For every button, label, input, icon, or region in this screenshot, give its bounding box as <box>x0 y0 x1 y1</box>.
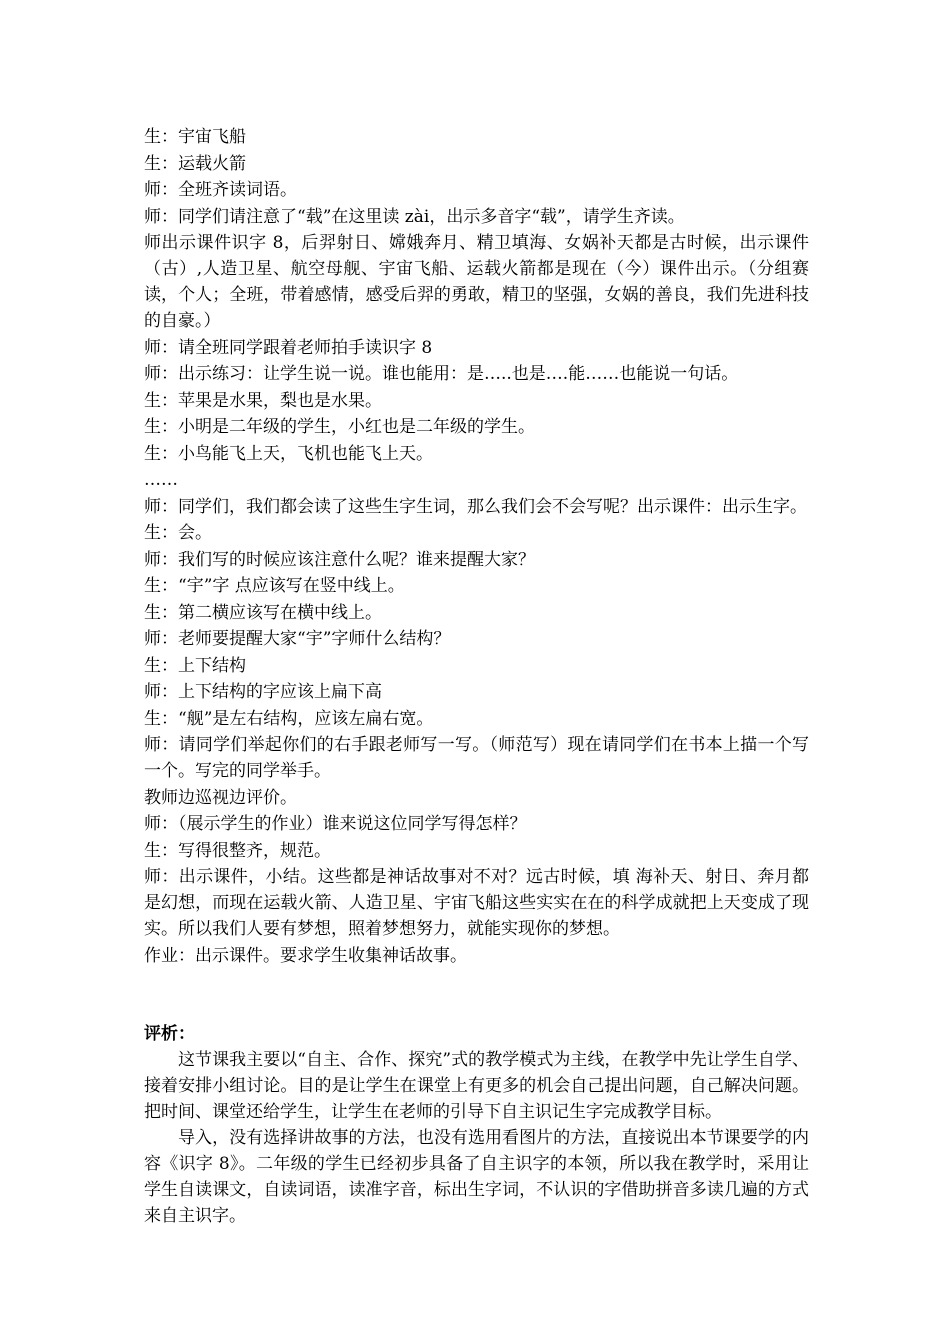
homework-line: 作业：出示课件。要求学生收集神话故事。 <box>144 945 467 966</box>
dialogue-line: 师：请同学们举起你们的右手跟老师写一写。（师范写）现在请同学们在书本上描一个写一个。写完的同学举手。 <box>144 735 809 781</box>
dialogue-line: 生：运载火箭 <box>144 153 246 174</box>
dialogue-line: 师：全班齐读词语。 <box>144 180 297 200</box>
dialogue-line: 生：苹果是水果，梨也是水果。 <box>144 390 382 411</box>
dialogue-line: 师：同学们请注意了“载”在这里读 zài，出示多音字“载”，请学生齐读。 <box>144 206 685 227</box>
dialogue-line: 生：写得很整齐，规范。 <box>144 840 331 861</box>
dialogue-line: 生：第二横应该写在横中线上。 <box>144 602 382 623</box>
dialogue-line: 师出示课件识字 8，后羿射日、嫦娥奔月、精卫填海、女娲补天都是古时候，出示课件（古）,人造卫星、航空母舰、宇宙飞船、运载火箭都是现在（今）课件出示。（分组赛读，个人；全班，带着感情，感受后羿的勇敢，精卫的坚强，女娲的善良，我们先进科技的自豪。） <box>144 233 809 331</box>
dialogue-line: 师：出示练习：让学生说一说。谁也能用：是…..也是….能……也能说一句话。 <box>144 364 739 384</box>
dialogue-line: 教师边巡视边评价。 <box>144 787 297 808</box>
dialogue-line: 生：宇宙飞船 <box>144 127 246 147</box>
analysis-section <box>144 1021 809 1229</box>
ellipsis-line: …… <box>144 470 178 490</box>
dialogue-line: 生：上下结构 <box>144 655 246 676</box>
dialogue-line: 生：小鸟能飞上天，飞机也能飞上天。 <box>144 443 433 464</box>
lesson-dialogue <box>144 124 809 969</box>
section-gap <box>144 969 809 1021</box>
analysis-paragraph: 这节课我主要以“自主、合作、探究”式的教学模式为主线，在教学中先让学生自学、接着安排小组讨论。目的是让学生在课堂上有更多的机会自己提出问题，自己解决问题。把时间、课堂还给学生，让学生在老师的引导下自主识记生字完成教学目标。 <box>144 1050 809 1122</box>
dialogue-line: 师：我们写的时候应该注意什么呢？谁来提醒大家？ <box>144 549 535 570</box>
dialogue-line: 师：同学们，我们都会读了这些生字生词，那么我们会不会写呢？出示课件：出示生字。 <box>144 496 807 517</box>
dialogue-line: 生：会。 <box>144 523 212 543</box>
dialogue-line: 生：小明是二年级的学生，小红也是二年级的学生。 <box>144 417 535 437</box>
dialogue-line: 师：请全班同学跟着老师拍手读识字 8 <box>144 337 433 358</box>
analysis-heading: 评析： <box>144 1024 195 1044</box>
dialogue-line: 师：老师要提醒大家“宇”字师什么结构？ <box>144 629 451 649</box>
dialogue-line: 师：上下结构的字应该上扁下高 <box>144 682 382 702</box>
dialogue-line: 师：出示课件，小结。这些都是神话故事对不对？远古时候，填 海补天、射日、奔月都是幻想，而现在运载火箭、人造卫星、宇宙飞船这些实实在在的科学成就把上天变成了现实。所以我们人要有梦想，照着梦想努力，就能实现你的梦想。 <box>144 867 809 939</box>
document-content <box>144 124 809 1229</box>
analysis-paragraph: 导入，没有选择讲故事的方法，也没有选用看图片的方法，直接说出本节课要学的内容《识字 8》。二年级的学生已经初步具备了自主识字的本领，所以我在教学时，采用让学生自读课文，自读词语，读准字音，标出生字词，不认识的字借助拼音多读几遍的方式来自主识字。 <box>144 1128 809 1226</box>
dialogue-line: 生：“宇”字 点应该写在竖中线上。 <box>144 576 405 596</box>
dialogue-line: 师：（展示学生的作业）谁来说这位同学写得怎样？ <box>144 814 527 834</box>
dialogue-line: 生：“舰”是左右结构，应该左扁右宽。 <box>144 708 434 729</box>
